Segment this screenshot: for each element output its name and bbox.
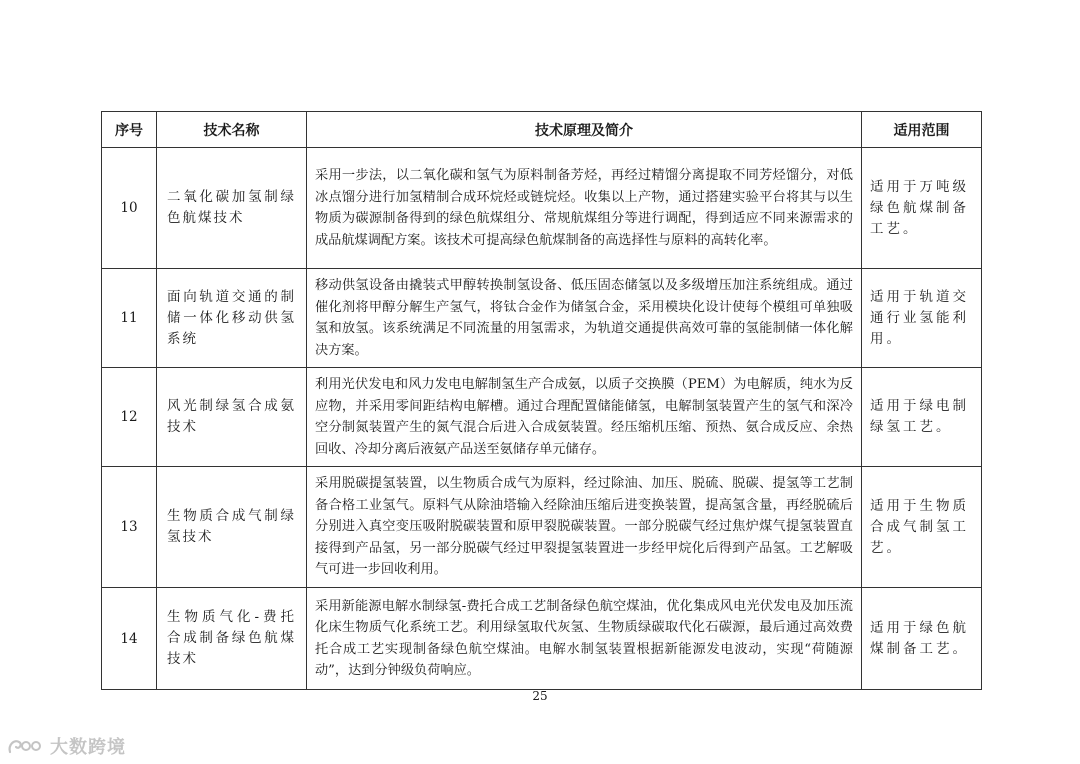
- table-row: [102, 588, 982, 690]
- page-number: 25: [532, 689, 548, 703]
- row-serial-no: 11: [102, 269, 157, 368]
- row-tech-name: 面向轨道交通的制储一体化移动供氢系统: [157, 269, 307, 368]
- watermark: [6, 735, 126, 757]
- row-scope: 适用于绿色航煤制备工艺。: [862, 588, 982, 690]
- row-principle: 利用光伏发电和风力发电电解制氢生产合成氨，以质子交换膜（PEM）为电解质，纯水为反应物，并采用零间距结构电解槽。通过合理配置储能储氢，电解制氢装置产生的氢气和深冷空分制氮装置产生的氮气混合后进入合成氨装置。经压缩机压缩、预热、氨合成反应、余热回收、冷却分离后液氨产品送至氨储存单元储存。: [307, 368, 862, 467]
- row-tech-name: 二氧化碳加氢制绿色航煤技术: [157, 148, 307, 269]
- row-serial-no: 10: [102, 148, 157, 269]
- row-scope: 适用于绿电制绿氢工艺。: [862, 368, 982, 467]
- table-row: [102, 467, 982, 588]
- technology-table: [101, 111, 982, 690]
- swirl-logo-icon: [6, 735, 46, 757]
- row-scope: 适用于轨道交通行业氢能利用。: [862, 269, 982, 368]
- header-serial-no: 序号: [102, 112, 157, 148]
- row-principle: 采用新能源电解水制绿氢-费托合成工艺制备绿色航空煤油，优化集成风电光伏发电及加压流化床生物质气化系统工艺。利用绿氢取代灰氢、生物质绿碳取代化石碳源，最后通过高效费托合成工艺实现制备绿色航空煤油。电解水制氢装置根据新能源发电波动，实现“荷随源动”，达到分钟级负荷响应。: [307, 588, 862, 690]
- row-serial-no: 12: [102, 368, 157, 467]
- row-principle: 移动供氢设备由撬装式甲醇转换制氢设备、低压固态储氢以及多级增压加注系统组成。通过催化剂将甲醇分解生产氢气，将钛合金作为储氢合金，采用模块化设计使每个模组可单独吸氢和放氢。该系统满足不同流量的用氢需求，为轨道交通提供高效可靠的氢能制储一体化解决方案。: [307, 269, 862, 368]
- watermark-text: 大数跨境: [50, 737, 126, 758]
- table-row: [102, 368, 982, 467]
- header-scope: 适用范围: [862, 112, 982, 148]
- row-principle: 采用脱碳提氢装置，以生物质合成气为原料，经过除油、加压、脱硫、脱碳、提氢等工艺制备合格工业氢气。原料气从除油塔输入经除油压缩后进变换装置，提高氢含量，再经脱硫后分别进入真空变压吸附脱碳装置和原甲裂脱碳装置。一部分脱碳气经过焦炉煤气提氢装置直接得到产品氢，另一部分脱碳气经过甲裂提氢装置进一步经甲烷化后得到产品氢。工艺解吸气可进一步回收利用。: [307, 467, 862, 588]
- row-tech-name: 风光制绿氢合成氨技术: [157, 368, 307, 467]
- table-header-row: [102, 112, 982, 148]
- row-serial-no: 14: [102, 588, 157, 690]
- row-principle: 采用一步法，以二氧化碳和氢气为原料制备芳烃，再经过精馏分离提取不同芳烃馏分，对低冰点馏分进行加氢精制合成环烷烃或链烷烃。收集以上产物，通过搭建实验平台将其与以生物质为碳源制备得到的绿色航煤组分、常规航煤组分等进行调配，得到适应不同来源需求的成品航煤调配方案。该技术可提高绿色航煤制备的高选择性与原料的高转化率。: [307, 148, 862, 269]
- table-row: [102, 269, 982, 368]
- row-tech-name: 生物质气化-费托合成制备绿色航煤技术: [157, 588, 307, 690]
- row-scope: 适用于生物质合成气制氢工艺。: [862, 467, 982, 588]
- table-row: [102, 148, 982, 269]
- row-tech-name: 生物质合成气制绿氢技术: [157, 467, 307, 588]
- header-principle: 技术原理及简介: [307, 112, 862, 148]
- row-scope: 适用于万吨级绿色航煤制备工艺。: [862, 148, 982, 269]
- row-serial-no: 13: [102, 467, 157, 588]
- header-tech-name: 技术名称: [157, 112, 307, 148]
